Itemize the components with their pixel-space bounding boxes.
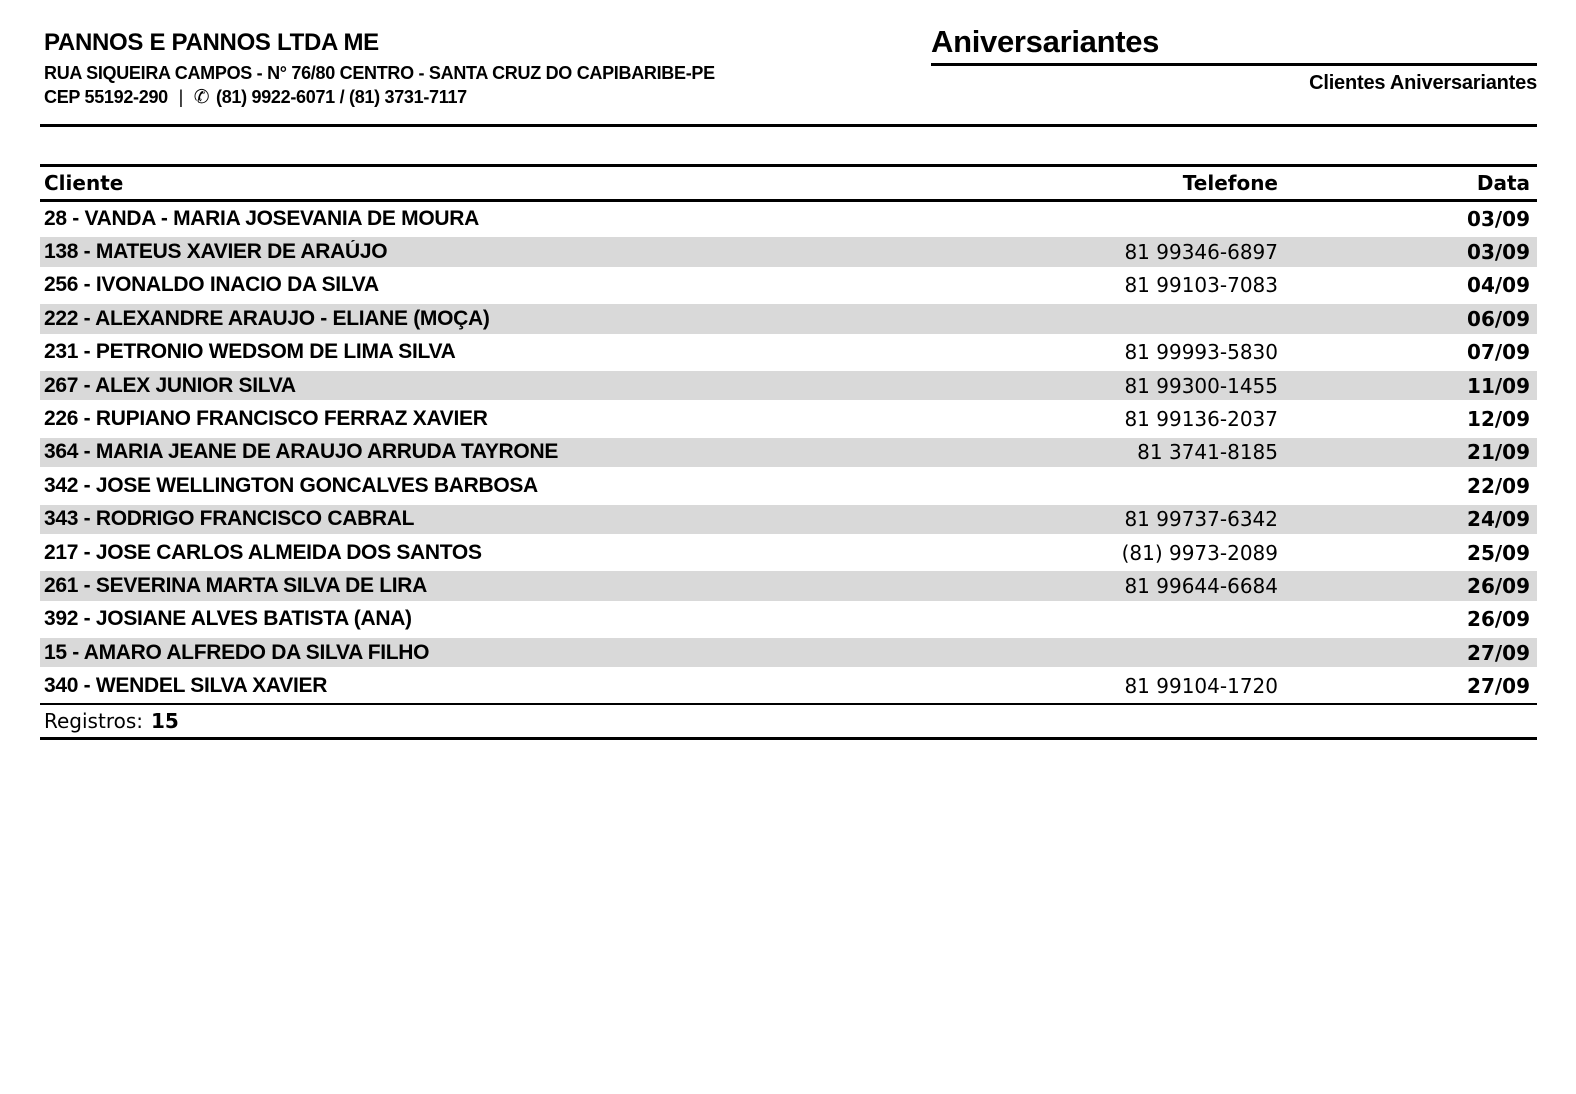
table-row bbox=[40, 503, 1537, 536]
table-row bbox=[40, 402, 1537, 435]
table-row bbox=[40, 369, 1537, 402]
report-title: Aniversariantes bbox=[931, 24, 1537, 66]
cell-cliente: 342 - JOSE WELLINGTON GONCALVES BARBOSA bbox=[44, 473, 538, 497]
table-row bbox=[40, 336, 1537, 369]
cell-data: 07/09 bbox=[1467, 340, 1530, 365]
table-row bbox=[40, 302, 1537, 335]
cell-cliente: 256 - IVONALDO INACIO DA SILVA bbox=[44, 273, 379, 297]
cell-data: 27/09 bbox=[1467, 674, 1530, 699]
birthday-table bbox=[40, 164, 1537, 740]
cell-telefone: 81 99346-6897 bbox=[1124, 240, 1278, 265]
company-cep-code: CEP 55192-290 bbox=[44, 87, 168, 107]
company-cep-phone bbox=[44, 87, 715, 107]
cell-telefone: 81 99136-2037 bbox=[1124, 407, 1278, 432]
header-divider bbox=[40, 124, 1537, 127]
cell-data: 24/09 bbox=[1467, 507, 1530, 532]
table-footer bbox=[40, 703, 1537, 740]
cell-cliente: 222 - ALEXANDRE ARAUJO - ELIANE (MOÇA) bbox=[44, 306, 490, 330]
table-row bbox=[40, 269, 1537, 302]
separator: | bbox=[178, 87, 183, 107]
company-phones: (81) 9922-6071 / (81) 3731-7117 bbox=[216, 87, 467, 107]
column-header-data: Data bbox=[1476, 171, 1530, 195]
table-row bbox=[40, 636, 1537, 669]
cell-telefone: 81 99104-1720 bbox=[1124, 674, 1278, 699]
company-address: RUA SIQUEIRA CAMPOS - N° 76/80 CENTRO - SANTA CRUZ DO CAPIBARIBE-PE bbox=[44, 63, 715, 83]
cell-cliente: 392 - JOSIANE ALVES BATISTA (ANA) bbox=[44, 607, 412, 631]
report-title-block bbox=[931, 24, 1537, 95]
cell-telefone: 81 99103-7083 bbox=[1124, 273, 1278, 298]
records-count: 15 bbox=[151, 708, 179, 733]
table-row bbox=[40, 603, 1537, 636]
table-row bbox=[40, 469, 1537, 502]
cell-data: 04/09 bbox=[1467, 273, 1530, 298]
cell-telefone: 81 99993-5830 bbox=[1124, 340, 1278, 365]
cell-data: 27/09 bbox=[1467, 640, 1530, 665]
telephone-icon: ✆ bbox=[193, 86, 210, 108]
cell-data: 12/09 bbox=[1467, 407, 1530, 432]
cell-cliente: 267 - ALEX JUNIOR SILVA bbox=[44, 373, 296, 397]
table-row bbox=[40, 569, 1537, 602]
cell-telefone: (81) 9973-2089 bbox=[1121, 540, 1278, 565]
cell-data: 06/09 bbox=[1467, 306, 1530, 331]
table-header-row bbox=[40, 167, 1537, 202]
cell-cliente: 15 - AMARO ALFREDO DA SILVA FILHO bbox=[44, 640, 430, 664]
records-label: Registros: bbox=[44, 708, 143, 733]
company-name: PANNOS E PANNOS LTDA ME bbox=[44, 29, 379, 56]
report-subtitle: Clientes Aniversariantes bbox=[1309, 72, 1537, 94]
cell-cliente: 261 - SEVERINA MARTA SILVA DE LIRA bbox=[44, 573, 428, 597]
cell-data: 26/09 bbox=[1467, 573, 1530, 598]
cell-data: 26/09 bbox=[1467, 607, 1530, 632]
cell-cliente: 340 - WENDEL SILVA XAVIER bbox=[44, 674, 328, 698]
cell-data: 25/09 bbox=[1467, 540, 1530, 565]
cell-data: 03/09 bbox=[1467, 206, 1530, 231]
cell-telefone: 81 3741-8185 bbox=[1137, 440, 1278, 465]
table-row bbox=[40, 536, 1537, 569]
cell-data: 03/09 bbox=[1467, 240, 1530, 265]
column-header-cliente: Cliente bbox=[44, 171, 124, 195]
table-body bbox=[40, 202, 1537, 703]
table-row bbox=[40, 436, 1537, 469]
cell-data: 21/09 bbox=[1467, 440, 1530, 465]
cell-telefone: 81 99644-6684 bbox=[1124, 573, 1278, 598]
table-row bbox=[40, 202, 1537, 235]
cell-cliente: 343 - RODRIGO FRANCISCO CABRAL bbox=[44, 507, 415, 531]
cell-data: 11/09 bbox=[1467, 373, 1530, 398]
cell-cliente: 226 - RUPIANO FRANCISCO FERRAZ XAVIER bbox=[44, 407, 488, 431]
cell-cliente: 364 - MARIA JEANE DE ARAUJO ARRUDA TAYRONE bbox=[44, 440, 559, 464]
cell-cliente: 231 - PETRONIO WEDSOM DE LIMA SILVA bbox=[44, 340, 456, 364]
cell-telefone: 81 99300-1455 bbox=[1124, 373, 1278, 398]
cell-cliente: 217 - JOSE CARLOS ALMEIDA DOS SANTOS bbox=[44, 540, 482, 564]
table-row bbox=[40, 669, 1537, 702]
company-header bbox=[44, 30, 715, 107]
cell-cliente: 28 - VANDA - MARIA JOSEVANIA DE MOURA bbox=[44, 206, 479, 230]
table-row bbox=[40, 235, 1537, 268]
column-header-telefone: Telefone bbox=[1182, 171, 1278, 195]
cell-cliente: 138 - MATEUS XAVIER DE ARAÚJO bbox=[44, 240, 388, 264]
cell-telefone: 81 99737-6342 bbox=[1124, 507, 1278, 532]
cell-data: 22/09 bbox=[1467, 473, 1530, 498]
